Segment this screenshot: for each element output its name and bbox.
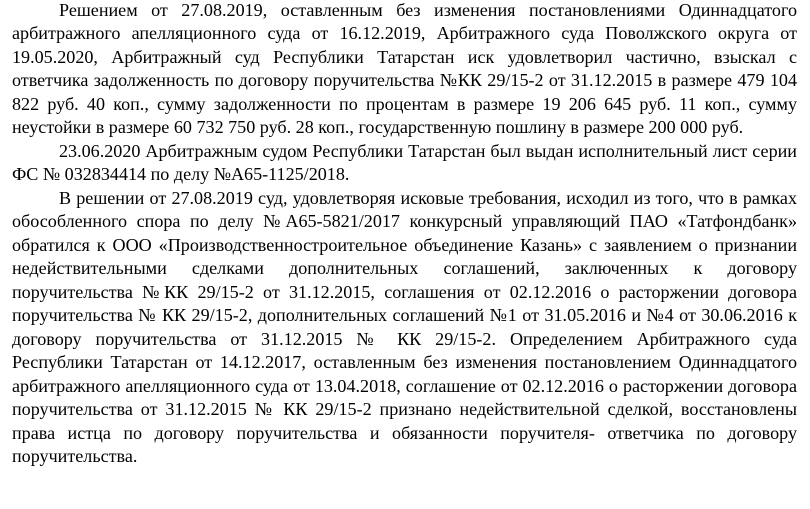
paragraph-court-reasoning: В решении от 27.08.2019 суд, удовлетворяя исковые требования, исходил из того, что в рамках обособленного спора по делу №А65-5821/2017 конкурсный управляющий ПАО «Татфондбанк» обратился к ООО «Производственностроительное объединение Казань» с заявлением о признании недействительными сделками дополнительных соглашений, заключенных к договору поручительства №КК 29/15-2 от 31.12.2015, соглашения от 02.12.2016 о расторжении договора поручительства № КК 29/15-2, дополнительных соглашений №1 от 31.05.2016 и №4 от 30.06.2016 к договору поручительства от 31.12.2015 № КК 29/15-2. Определением Арбитражного суда Республики Татарстан от 14.12.2017, оставленным без изменения постановлением Одиннадцатого арбитражного апелляционного суда от 13.04.2018, соглашение от 02.12.2016 о расторжении договора поручительства от 31.12.2015 № КК 29/15-2 признано недействительной сделкой, восстановлены права истца по договору поручительства и обязанности поручителя- ответчика по договору поручительства. [12, 187, 797, 466]
paragraph-writ-of-execution: 23.06.2020 Арбитражным судом Республики Татарстан был выдан исполнительный лист серии ФС № 032834414 по делу №А65-1125/2018. [12, 140, 797, 184]
document-body [12, 0, 797, 469]
paragraph-decision: Решением от 27.08.2019, оставленным без изменения постановлениями Одиннадцатого арбитражного апелляционного суда от 16.12.2019, Арбитражного суда Поволжского округа от 19.05.2020, Арбитражный суд Республики Татарстан иск удовлетворил частично, взыскал с ответчика задолженность по договору поручительства №КК 29/15-2 от 31.12.2015 в размере 479 104 822 руб. 40 коп., сумму задолженности по процентам в размере 19 206 645 руб. 11 коп., сумму неустойки в размере 60 732 750 руб. 28 коп., государственную пошлину в размере 200 000 руб. [12, 0, 797, 137]
